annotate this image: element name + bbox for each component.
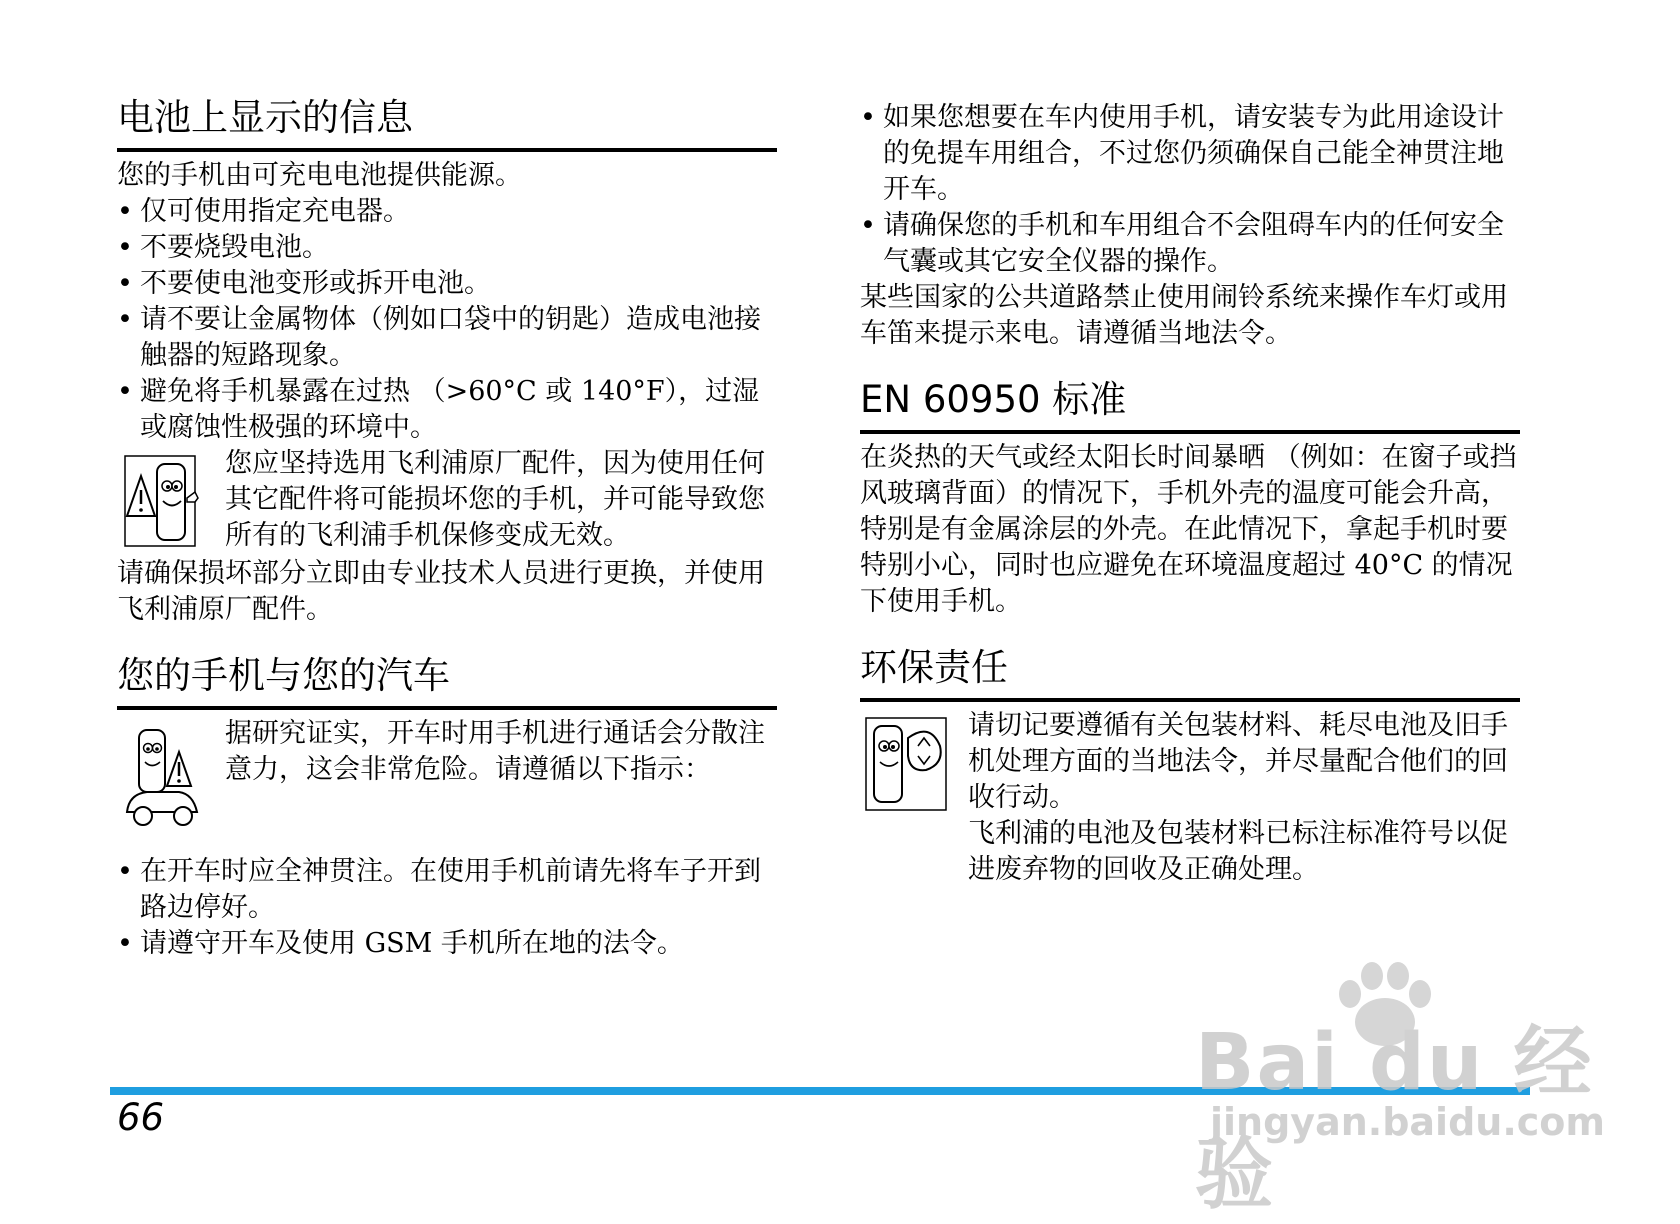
section-en60950 [860,378,1520,620]
left-column [117,96,777,988]
section-title-en60950: EN 60950 标准 [860,378,1520,434]
list-item: • 如果您想要在车内使用手机，请安装专为此用途设计的免提车用组合，不过您仍须确保自己能全神贯注地开车。 [860,100,1520,208]
list-item: • 仅可使用指定充电器。 [117,194,777,230]
section-title-car: 您的手机与您的汽车 [117,654,777,710]
right-column [860,100,1520,914]
battery-bullet-list [117,194,777,446]
watermark-url: jingyan.baidu.com [1210,1100,1605,1144]
phone-recycle-icon [860,708,968,818]
list-item: • 不要烧毁电池。 [117,230,777,266]
phone-warning-icon [117,446,225,556]
car-note-text: 据研究证实，开车时用手机进行通话会分散注意力，这会非常危险。请遵循以下指示： [225,718,765,785]
battery-intro: 您的手机由可充电电池提供能源。 [117,160,522,191]
list-item: • 在开车时应全神贯注。在使用手机前请先将车子开到路边停好。 [117,854,777,926]
section-battery [117,96,777,628]
environment-note-1: 请切记要遵循有关包装材料、耗尽电池及旧手机处理方面的当地法令，并尽量配合他们的回收行动。 [968,710,1508,813]
section-car [117,654,777,962]
car-continued-bullet-list [860,100,1520,280]
watermark-brand: Bai du 经验 [1195,1018,1594,1220]
phone-car-icon [117,716,225,836]
list-item: • 不要使电池变形或拆开电池。 [117,266,777,302]
environment-note-text [968,708,1520,888]
en60950-body: 在炎热的天气或经太阳长时间暴晒 （例如：在窗子或挡风玻璃背面）的情况下，手机外壳的温度可能会升高，特别是有金属涂层的外壳。在此情况下，拿起手机时要特别小心，同时也应避免在环境温度超过 40°C 的情况下使用手机。 [860,442,1517,617]
car-note [117,716,777,844]
section-title-battery: 电池上显示的信息 [117,96,777,152]
car-continued-closing: 某些国家的公共道路禁止使用闹铃系统来操作车灯或用车笛来提示来电。请遵循当地法令。 [860,282,1508,349]
battery-note-text: 您应坚持选用飞利浦原厂配件，因为使用任何其它配件将可能损坏您的手机，并可能导致您所有的飞利浦手机保修变成无效。 [225,448,765,551]
list-item: • 请不要让金属物体（例如口袋中的钥匙）造成电池接触器的短路现象。 [117,302,777,374]
section-car-continued [860,100,1520,352]
page-number: 66 [117,1096,165,1139]
section-title-environment: 环保责任 [860,646,1520,702]
list-item: • 请遵守开车及使用 GSM 手机所在地的法令。 [117,926,777,962]
section-environment [860,646,1520,888]
list-item: • 避免将手机暴露在过热 （>60°C 或 140°F），过湿或腐蚀性极强的环境中。 [117,374,777,446]
list-item: • 请确保您的手机和车用组合不会阻碍车内的任何安全气囊或其它安全仪器的操作。 [860,208,1520,280]
environment-note [860,708,1520,888]
car-bullet-list [117,854,777,962]
environment-note-2: 飞利浦的电池及包装材料已标注标准符号以促进废弃物的回收及正确处理。 [968,818,1508,885]
battery-note [117,446,777,556]
baidu-watermark [1195,960,1615,1220]
battery-closing: 请确保损坏部分立即由专业技术人员进行更换，并使用飞利浦原厂配件。 [117,558,765,625]
